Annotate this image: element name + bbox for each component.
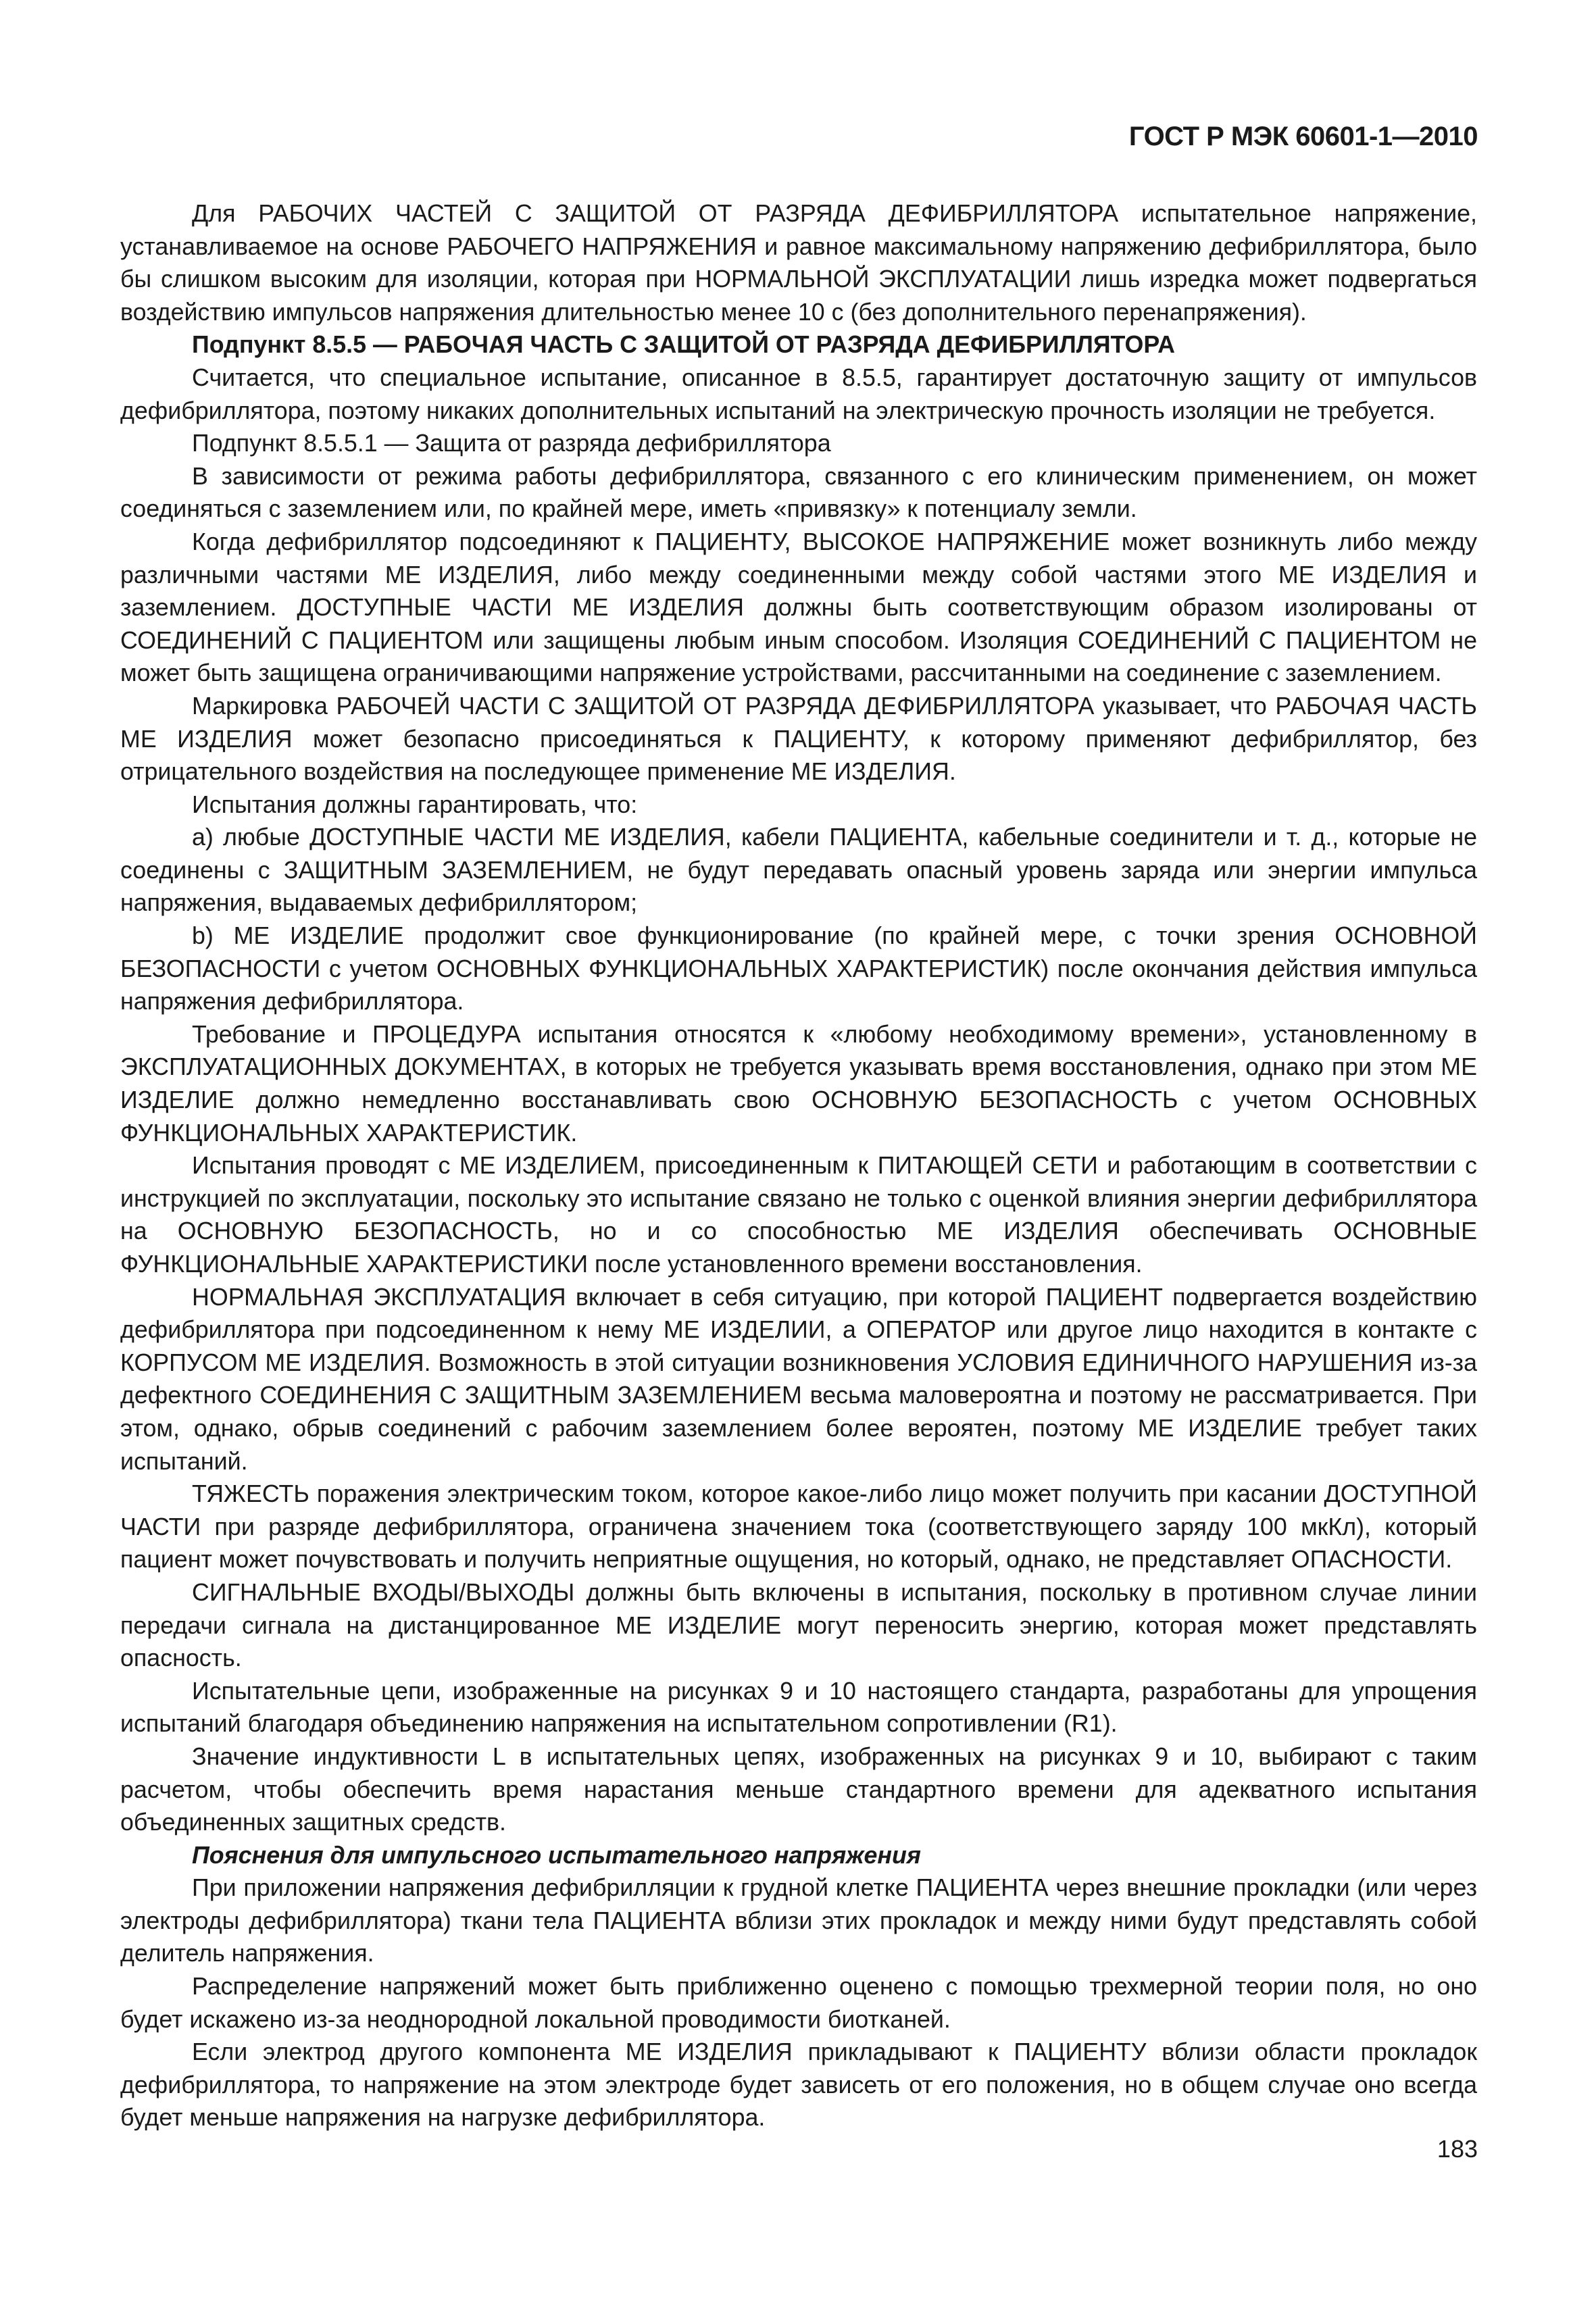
body-paragraph: При приложении напряжения дефибрилляции к грудной клетке ПАЦИЕНТА через внешние прокладки (или через электроды дефибриллятора) ткани тела ПАЦИЕНТА вблизи этих прокладок и между ними будут представлять собой делитель напряжения. <box>120 1874 1477 1967</box>
body-paragraph: СИГНАЛЬНЫЕ ВХОДЫ/ВЫХОДЫ должны быть включены в испытания, поскольку в противном случае линии передачи сигнала на дистанцированное МЕ ИЗДЕЛИЕ могут переносить энергию, которая может представлять опасность. <box>120 1578 1477 1672</box>
body-paragraph: В зависимости от режима работы дефибриллятора, связанного с его клиническим применением, он может соединяться с заземлением или, по крайней мере, иметь «привязку» к потенциалу земли. <box>120 462 1477 523</box>
page-number: 183 <box>1437 2135 1478 2163</box>
body-paragraph: Когда дефибриллятор подсоединяют к ПАЦИЕНТУ, ВЫСОКОЕ НАПРЯЖЕНИЕ может возникнуть либо между различными частями МЕ ИЗДЕЛИЯ, либо между соединенными между собой частями этого МЕ ИЗДЕЛИЯ и заземлением. ДОСТУПНЫЕ ЧАСТИ МЕ ИЗДЕЛИЯ должны быть соответствующим образом изолированы от СОЕДИНЕНИЙ С ПАЦИЕНТОМ или защищены любым иным способом. Изоляция СОЕДИНЕНИЙ С ПАЦИЕНТОМ не может быть защищена ограничивающими напряжение устройствами, рассчитанными на соединение с заземлением. <box>120 528 1477 687</box>
body-paragraph: Считается, что специальное испытание, описанное в 8.5.5, гарантирует достаточную защиту от импульсов дефибриллятора, поэтому никаких дополнительных испытаний на электрическую прочность изоляции не требуется. <box>120 363 1477 424</box>
body-paragraph: ТЯЖЕСТЬ поражения электрическим током, которое какое-либо лицо может получить при касании ДОСТУПНОЙ ЧАСТИ при разряде дефибриллятора, ограничена значением тока (соответствующего заряду 100 мкКл), который пациент может почувствовать и получить неприятные ощущения, но который, однако, не представляет ОПАСНОСТИ. <box>120 1480 1477 1574</box>
body-paragraph: Испытания должны гарантировать, что: <box>192 790 638 818</box>
body-paragraph: a) любые ДОСТУПНЫЕ ЧАСТИ МЕ ИЗДЕЛИЯ, кабели ПАЦИЕНТА, кабельные соединители и т. д., которые не соединены с ЗАЩИТНЫМ ЗАЗЕМЛЕНИЕМ, не будут передавать опасный уровень заряда или энергии импульса напряжения, выдаваемых дефибриллятором; <box>120 824 1477 917</box>
body-paragraph: Для РАБОЧИХ ЧАСТЕЙ С ЗАЩИТОЙ ОТ РАЗРЯДА ДЕФИБРИЛЛЯТОРА испытательное напряжение, устанавливаемое на основе РАБОЧЕГО НАПРЯЖЕНИЯ и равное максимальному напряжению дефибриллятора, было бы слишком высоким для изоляции, которая при НОРМАЛЬНОЙ ЭКСПЛУАТАЦИИ лишь изредка может подвергаться воздействию импульсов напряжения длительностью менее 10 с (без дополнительного перенапряжения). <box>120 200 1477 326</box>
section-heading: Подпункт 8.5.5 — РАБОЧАЯ ЧАСТЬ С ЗАЩИТОЙ ОТ РАЗРЯДА ДЕФИБРИЛЛЯТОРА <box>192 331 1175 359</box>
section-heading: Пояснения для импульсного испытательного напряжения <box>192 1841 921 1869</box>
body-paragraph: Значение индуктивности L в испытательных цепях, изображенных на рисунках 9 и 10, выбирают с таким расчетом, чтобы обеспечить время нарастания меньше стандартного времени для адекватного испытания объединенных защитных средств. <box>120 1742 1477 1836</box>
body-paragraph: Подпункт 8.5.5.1 — Защита от разряда дефибриллятора <box>192 430 831 457</box>
body-paragraph: Испытания проводят с МЕ ИЗДЕЛИЕМ, присоединенным к ПИТАЮЩЕЙ СЕТИ и работающим в соответствии с инструкцией по эксплуатации, поскольку это испытание связано не только с оценкой влияния энергии дефибриллятора на ОСНОВНУЮ БЕЗОПАСНОСТЬ, но и со способностью МЕ ИЗДЕЛИЯ обеспечивать ОСНОВНЫЕ ФУНКЦИОНАЛЬНЫЕ ХАРАКТЕРИСТИКИ после установленного времени восстановления. <box>120 1152 1477 1278</box>
body-paragraph: Маркировка РАБОЧЕЙ ЧАСТИ С ЗАЩИТОЙ ОТ РАЗРЯДА ДЕФИБРИЛЛЯТОРА указывает, что РАБОЧАЯ ЧАСТЬ МЕ ИЗДЕЛИЯ может безопасно присоединяться к ПАЦИЕНТУ, к которому применяют дефибриллятор, без отрицательного воздействия на последующее применение МЕ ИЗДЕЛИЯ. <box>120 692 1477 786</box>
body-paragraph: Если электрод другого компонента МЕ ИЗДЕЛИЯ прикладывают к ПАЦИЕНТУ вблизи области прокладок дефибриллятора, то напряжение на этом электроде будет зависеть от его положения, но в общем случае оно всегда будет меньше напряжения на нагрузке дефибриллятора. <box>120 2038 1477 2132</box>
body-paragraph: Распределение напряжений может быть приближенно оценено с помощью трехмерной теории поля, но оно будет искажено из-за неоднородной локальной проводимости биотканей. <box>120 1973 1477 2033</box>
body-paragraph: НОРМАЛЬНАЯ ЭКСПЛУАТАЦИЯ включает в себя ситуацию, при которой ПАЦИЕНТ подвергается воздействию дефибриллятора при подсоединенном к нему МЕ ИЗДЕЛИИ, а ОПЕРАТОР или другое лицо находится в контакте с КОРПУСОМ МЕ ИЗДЕЛИЯ. Возможность в этой ситуации возникновения УСЛОВИЯ ЕДИНИЧНОГО НАРУШЕНИЯ из-за дефектного СОЕДИНЕНИЯ С ЗАЩИТНЫМ ЗАЗЕМЛЕНИЕМ весьма маловероятна и поэтому не рассматривается. При этом, однако, обрыв соединений с рабочим заземлением более вероятен, поэтому МЕ ИЗДЕЛИЕ требует таких испытаний. <box>120 1283 1477 1475</box>
body-paragraph: Испытательные цепи, изображенные на рисунках 9 и 10 настоящего стандарта, разработаны для упрощения испытаний благодаря объединению напряжения на испытательном сопротивлении (R1). <box>120 1677 1477 1738</box>
body-paragraph: Требование и ПРОЦЕДУРА испытания относятся к «любому необходимому времени», установленному в ЭКСПЛУАТАЦИОННЫХ ДОКУМЕНТАХ, в которых не требуется указывать время восстановления, однако при этом МЕ ИЗДЕЛИЕ должно немедленно восстанавливать свою ОСНОВНУЮ БЕЗОПАСНОСТЬ с учетом ОСНОВНЫХ ФУНКЦИОНАЛЬНЫХ ХАРАКТЕРИСТИК. <box>120 1020 1477 1147</box>
body-paragraph: b) МЕ ИЗДЕЛИЕ продолжит свое функционирование (по крайней мере, с точки зрения ОСНОВНОЙ БЕЗОПАСНОСТИ с учетом ОСНОВНЫХ ФУНКЦИОНАЛЬНЫХ ХАРАКТЕРИСТИК) после окончания действия импульса напряжения дефибриллятора. <box>120 922 1477 1015</box>
document-body <box>120 197 1477 2134</box>
document-code-header: ГОСТ Р МЭК 60601-1—2010 <box>1128 122 1478 151</box>
